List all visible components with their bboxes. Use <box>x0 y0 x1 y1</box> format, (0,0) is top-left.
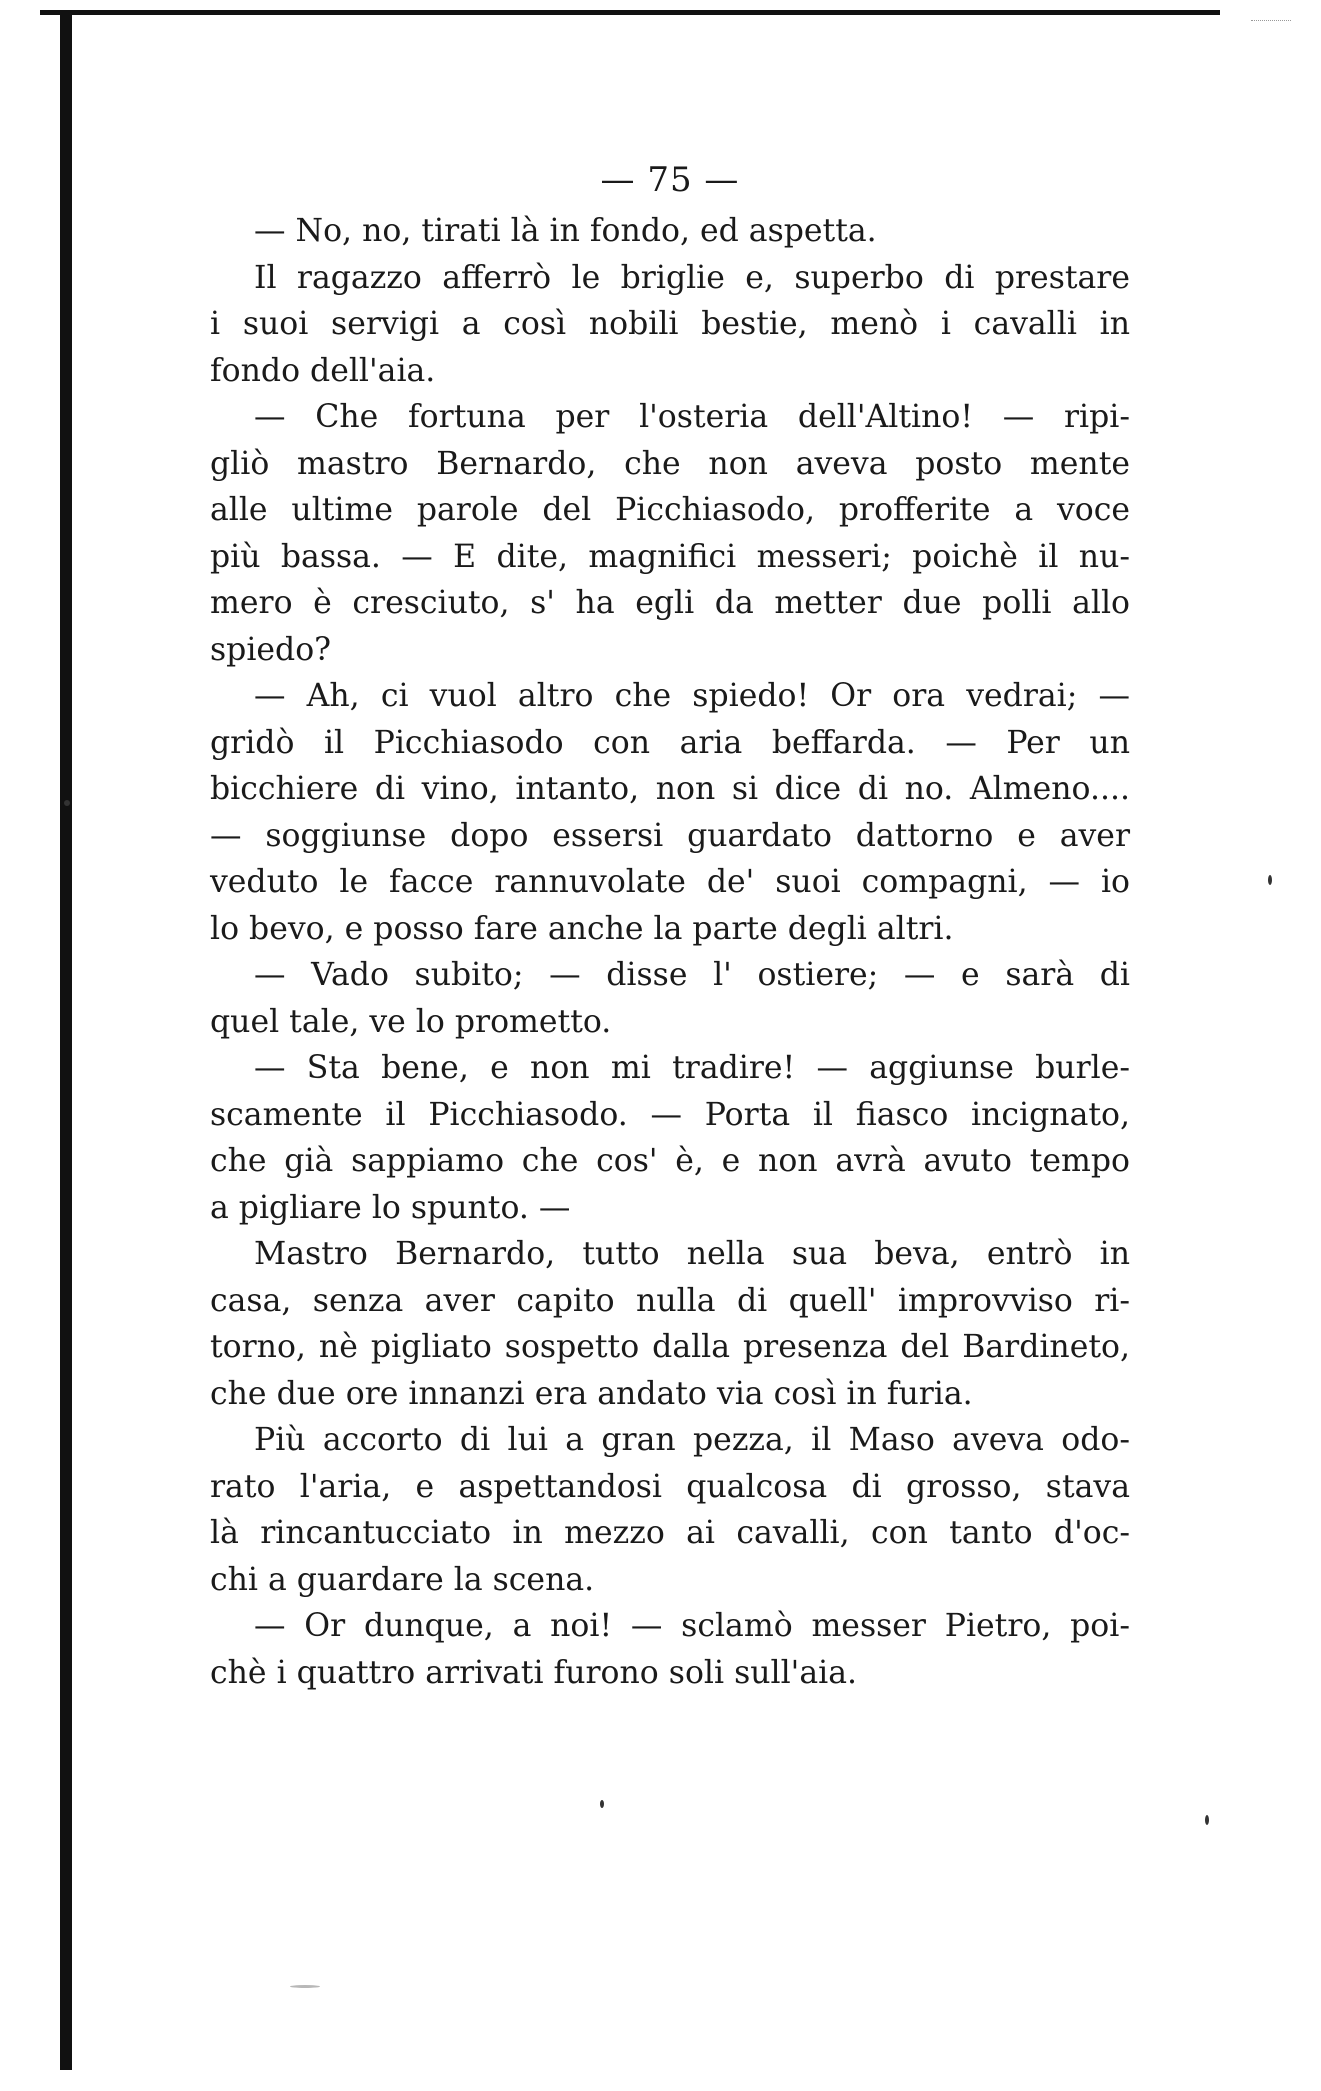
text-line: — Or dunque, a noi! — sclamò messer Pietro, poi- <box>254 1608 1130 1644</box>
text-line: a pigliare lo spunto. — <box>210 1189 571 1226</box>
scan-speck <box>290 1985 320 1988</box>
text-line: — Ah, ci vuol altro che spiedo! Or ora vedrai; — <box>254 678 1130 714</box>
text-line: rato l'aria, e aspettandosi qualcosa di grosso, stava <box>210 1468 1130 1505</box>
text-line: mero è cresciuto, s' ha egli da metter due polli allo <box>210 585 1130 621</box>
text-line: gliò mastro Bernardo, che non aveva posto mente <box>210 445 1130 482</box>
book-page <box>210 160 1130 1696</box>
text-line: i suoi servigi a così nobili bestie, menò i cavalli in <box>210 306 1130 342</box>
text-line: Più accorto di lui a gran pezza, il Maso aveva odo- <box>254 1422 1130 1458</box>
text-line: chè i quattro arrivati furono soli sull'aia. <box>210 1654 857 1691</box>
scan-speck <box>600 1800 604 1808</box>
text-line: fondo dell'aia. <box>210 352 436 389</box>
text-line: scamente il Picchiasodo. — Porta il fiasco incignato, <box>210 1096 1130 1133</box>
text-line: alle ultime parole del Picchiasodo, profferite a voce <box>210 492 1130 528</box>
text-line: — Vado subito; — disse l' ostiere; — e sarà di <box>254 957 1130 993</box>
text-line: gridò il Picchiasodo con aria beffarda. — Per un <box>210 724 1130 761</box>
scan-dots <box>1251 20 1291 23</box>
text-line: che già sappiamo che cos' è, e non avrà avuto tempo <box>210 1143 1130 1179</box>
scan-speck <box>1205 1815 1209 1825</box>
scan-border-top <box>40 10 1220 15</box>
text-line: chi a guardare la scena. <box>210 1561 595 1598</box>
text-line: bicchiere di vino, intanto, non si dice di no. Almeno.... <box>210 771 1130 807</box>
text-line: lo bevo, e posso fare anche la parte degli altri. <box>210 910 954 947</box>
text-line: più bassa. — E dite, magnifici messeri; poichè il nu- <box>210 538 1130 575</box>
text-line: — Che fortuna per l'osteria dell'Altino! — ripi- <box>254 399 1130 435</box>
text-line: là rincantucciato in mezzo ai cavalli, con tanto d'oc- <box>210 1515 1130 1551</box>
text-line: Il ragazzo afferrò le briglie e, superbo di prestare <box>254 259 1130 296</box>
scan-speck <box>1268 875 1272 885</box>
text-line: quel tale, ve lo prometto. <box>210 1003 612 1040</box>
text-line: che due ore innanzi era andato via così in furia. <box>210 1375 973 1412</box>
text-line: — Sta bene, e non mi tradire! — aggiunse burle- <box>254 1050 1130 1086</box>
text-line: — soggiunse dopo essersi guardato dattorno e aver <box>210 817 1130 854</box>
text-line: veduto le facce rannuvolate de' suoi compagni, — io <box>210 864 1130 900</box>
text-line: torno, nè pigliato sospetto dalla presenza del Bardineto, <box>210 1329 1130 1365</box>
text-line: Mastro Bernardo, tutto nella sua beva, entrò in <box>254 1236 1130 1272</box>
text-line: — No, no, tirati là in fondo, ed aspetta. <box>254 213 877 249</box>
text-line: casa, senza aver capito nulla di quell' improvviso ri- <box>210 1282 1130 1319</box>
scan-border-left <box>60 10 72 2070</box>
page-number: — 75 — <box>600 160 740 200</box>
text-line: spiedo? <box>210 631 332 668</box>
scan-speck <box>64 800 70 806</box>
